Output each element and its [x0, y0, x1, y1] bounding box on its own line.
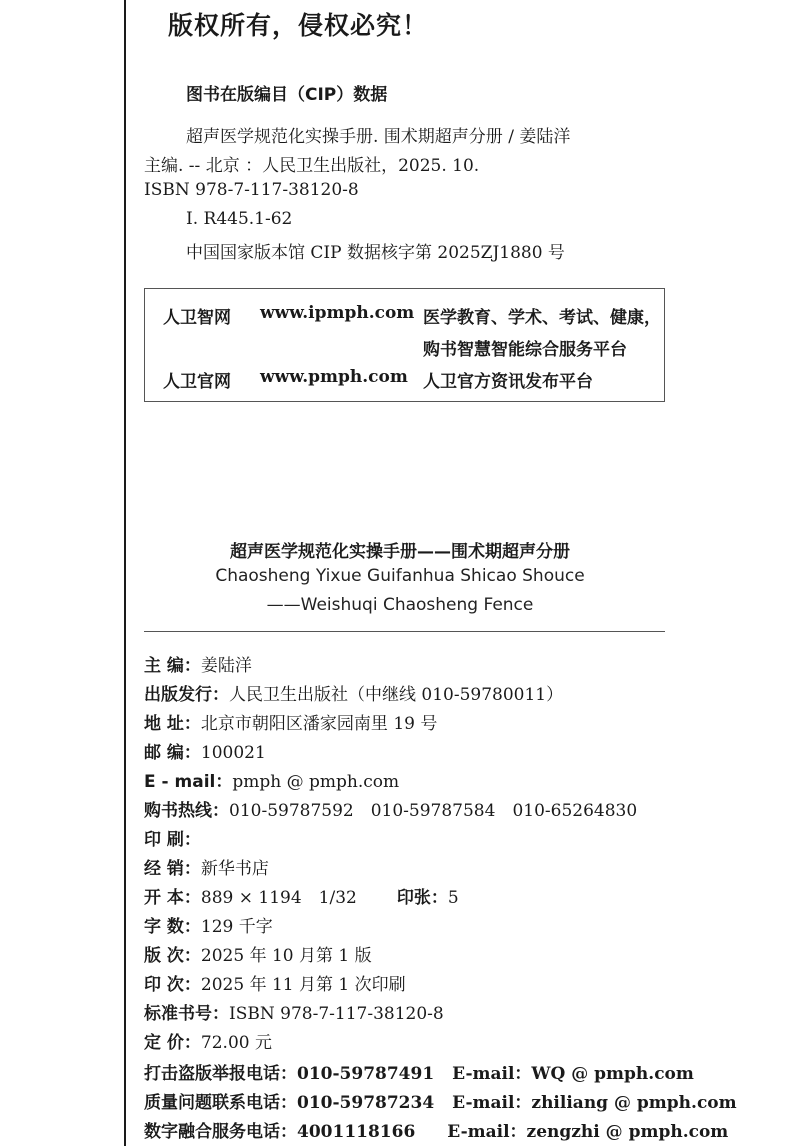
info-value: 129 千字 — [200, 917, 273, 937]
cip-heading: 图书在版编目（CIP）数据 — [186, 85, 388, 105]
info-label: 经 销： — [144, 859, 201, 879]
report-email[interactable]: zengzhi @ pmph.com — [526, 1122, 729, 1142]
info-value: 新华书店 — [200, 859, 269, 879]
info-value[interactable]: pmph @ pmph.com — [232, 772, 400, 792]
report-email[interactable]: WQ @ pmph.com — [531, 1064, 694, 1084]
info-value: 889 × 1194 1/32 — [200, 888, 357, 908]
info-extra-label: 印张： — [396, 888, 448, 908]
info-row-price — [144, 1028, 272, 1052]
copyright-notice: 版权所有，侵权必究！ — [168, 11, 429, 40]
info-row-printing — [144, 970, 406, 994]
info-label: 版 次： — [144, 946, 201, 966]
info-row-printer — [144, 825, 201, 849]
cip-line-1: 超声医学规范化实操手册. 围术期超声分册 / 姜陆洋 — [186, 127, 571, 147]
info-label: 定 价： — [144, 1033, 201, 1053]
info-label: 开 本： — [144, 888, 201, 908]
info-label: 出版发行： — [144, 685, 229, 705]
report-phone: 4001118166 — [297, 1122, 416, 1142]
info-row-postcode — [144, 738, 266, 762]
site-name-pmph: 人卫官网 — [163, 372, 231, 392]
website-info-box — [144, 288, 665, 402]
site-url-pmph[interactable]: www.pmph.com — [260, 367, 408, 387]
cip-isbn-line: ISBN 978-7-117-38120-8 — [144, 180, 359, 200]
cip-line-2: 主编. -- 北京 ：人民卫生出版社，2025. 10. — [144, 156, 480, 176]
site-desc-ipmph-1: 医学教育、学术、考试、健康， — [423, 308, 661, 328]
info-label: 字 数： — [144, 917, 201, 937]
report-email-label: E-mail： — [447, 1122, 527, 1142]
site-desc-pmph: 人卫官方资讯发布平台 — [423, 372, 593, 392]
book-title-pinyin-1: Chaosheng Yixue Guifanhua Shicao Shouce — [215, 566, 585, 586]
info-row-distributor — [144, 854, 269, 878]
info-value: 100021 — [200, 743, 266, 763]
info-row-address — [144, 709, 437, 733]
site-url-ipmph[interactable]: www.ipmph.com — [260, 303, 415, 323]
report-row-quality — [144, 1088, 737, 1113]
info-row-publisher — [144, 680, 563, 704]
report-row-piracy — [144, 1059, 694, 1084]
info-label: 标准书号： — [144, 1004, 229, 1024]
info-label: 地 址： — [144, 714, 201, 734]
report-row-digital — [144, 1117, 728, 1142]
book-title-chinese: 超声医学规范化实操手册——围术期超声分册 — [230, 542, 570, 562]
info-value: ISBN 978-7-117-38120-8 — [229, 1004, 444, 1024]
info-value: 2025 年 11 月第 1 次印刷 — [200, 975, 406, 995]
info-row-isbn — [144, 999, 444, 1023]
info-row-email — [144, 767, 399, 791]
site-name-ipmph: 人卫智网 — [163, 308, 231, 328]
info-value: 72.00 元 — [200, 1033, 272, 1053]
report-email-label: E-mail： — [452, 1064, 532, 1084]
section-divider — [144, 631, 665, 632]
book-title-pinyin-2: ——Weishuqi Chaosheng Fence — [266, 595, 534, 615]
info-label: E - mail： — [144, 772, 233, 792]
info-value: 姜陆洋 — [200, 656, 252, 676]
site-desc-ipmph-2: 购书智慧智能综合服务平台 — [423, 340, 627, 360]
info-value: 北京市朝阳区潘家园南里 19 号 — [200, 714, 438, 734]
report-email[interactable]: zhiliang @ pmph.com — [531, 1093, 737, 1113]
cip-classification-line: Ⅰ. R445.1-62 — [186, 209, 293, 229]
info-row-word-count — [144, 912, 273, 936]
info-label: 邮 编： — [144, 743, 201, 763]
report-phone: 010-59787491 — [297, 1064, 435, 1084]
info-label: 购书热线： — [144, 801, 229, 821]
cip-record-line: 中国国家版本馆 CIP 数据核字第 2025ZJ1880 号 — [186, 243, 565, 263]
info-value: 人民卫生出版社（中继线 010-59780011） — [229, 685, 564, 705]
info-label: 主 编： — [144, 656, 201, 676]
report-label: 质量问题联系电话： — [144, 1093, 297, 1113]
info-row-hotline — [144, 796, 637, 820]
info-value: 010-59787592 010-59787584 010-65264830 — [229, 801, 638, 821]
info-row-edition — [144, 941, 372, 965]
report-label: 数字融合服务电话： — [144, 1122, 297, 1142]
report-phone: 010-59787234 — [297, 1093, 435, 1113]
info-value: 2025 年 10 月第 1 版 — [200, 946, 372, 966]
info-label: 印 次： — [144, 975, 201, 995]
report-label: 打击盗版举报电话： — [144, 1064, 297, 1084]
report-email-label: E-mail： — [452, 1093, 532, 1113]
info-label: 印 刷： — [144, 830, 201, 850]
info-row-format — [144, 883, 459, 907]
info-row-editor — [144, 651, 252, 675]
info-extra-value: 5 — [447, 888, 459, 908]
